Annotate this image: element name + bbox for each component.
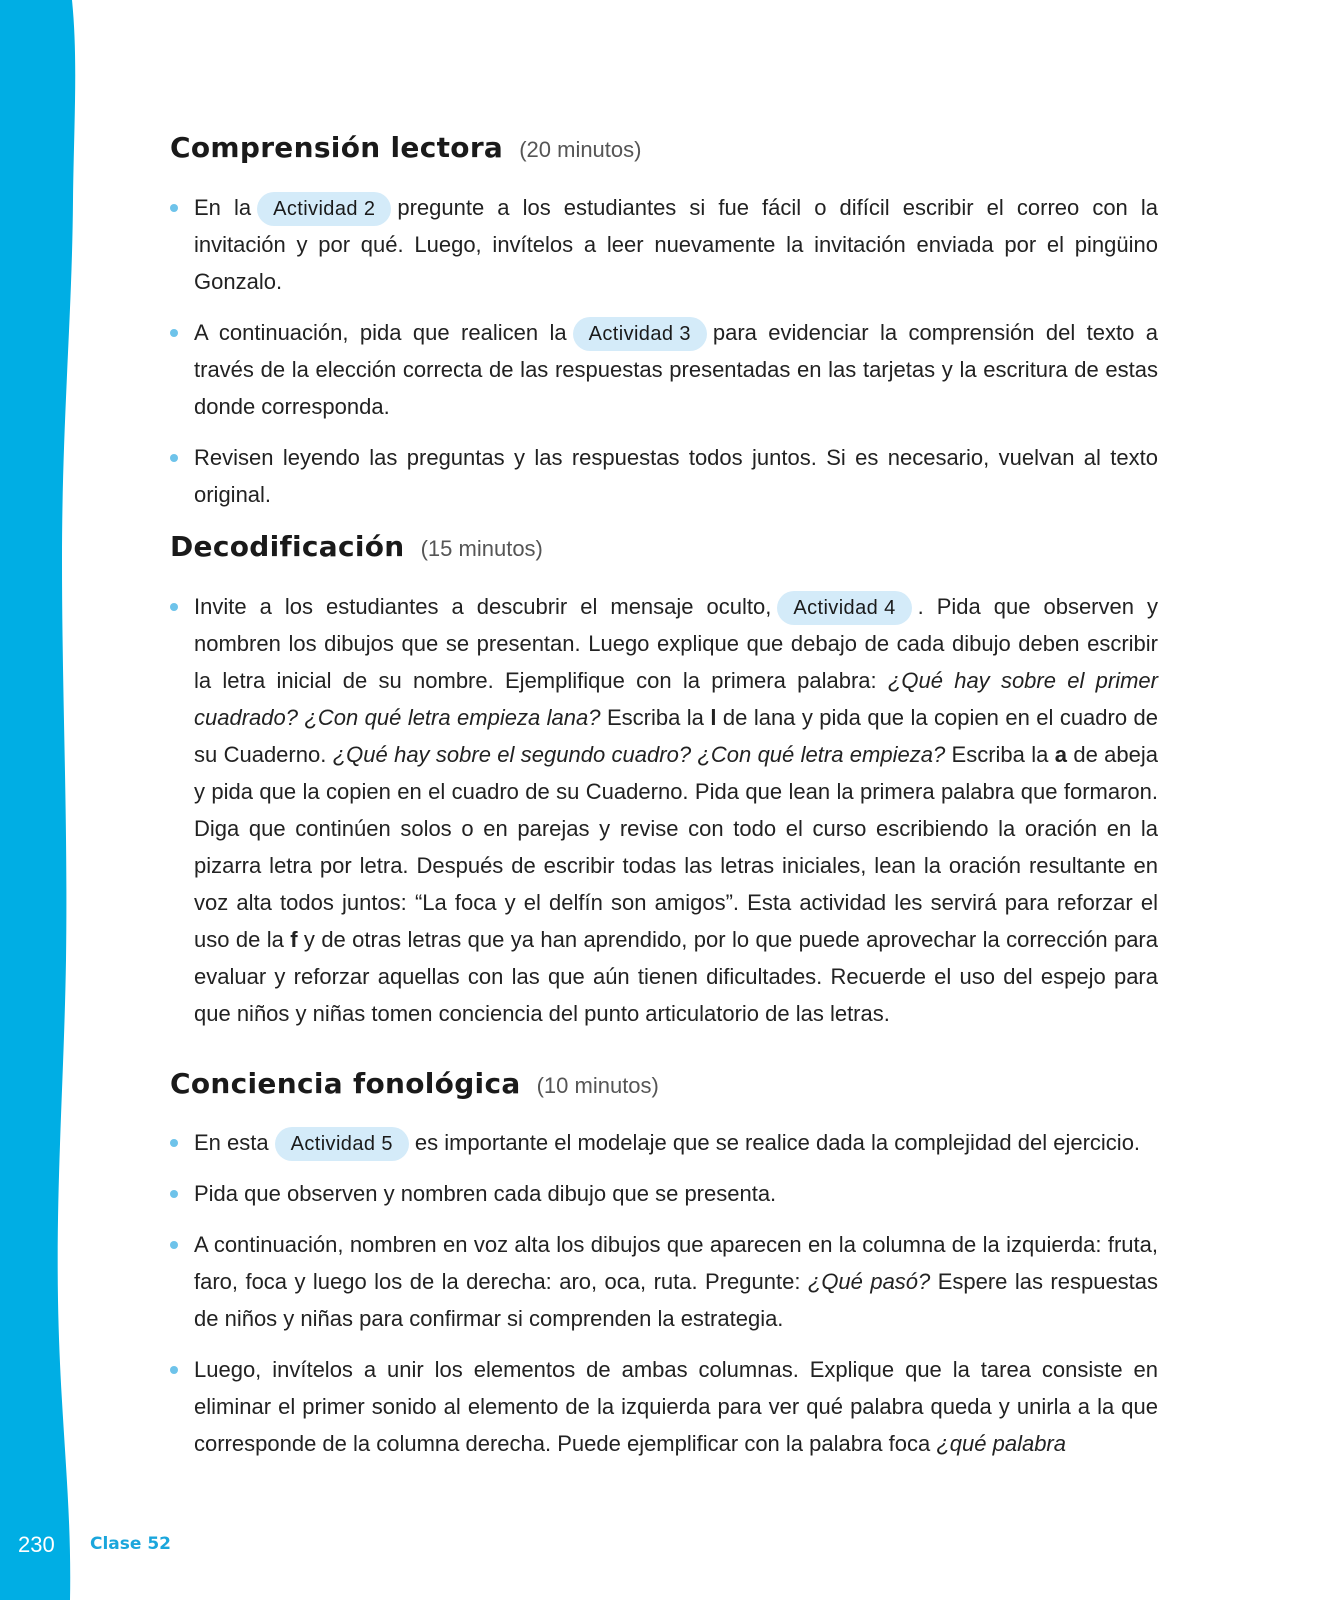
actividad-4-tag: Actividad 4 <box>777 591 911 625</box>
item-bold-letter: l <box>710 705 717 730</box>
item-text: Espere las respuestas de niños y niñas para confirmar si comprenden la estrategia. <box>194 1269 1159 1331</box>
section-title-text: Comprensión lectora <box>170 131 504 164</box>
list-item <box>170 189 1158 300</box>
list-item <box>170 439 1158 513</box>
section-title-text: Conciencia fonológica <box>170 1067 521 1100</box>
bullet-dot <box>170 1366 178 1374</box>
bullet-dot <box>170 1190 178 1198</box>
list-item <box>170 1226 1158 1337</box>
list-item <box>170 1124 1158 1161</box>
bullet-dot <box>170 329 178 337</box>
section-title-conciencia <box>170 1067 659 1100</box>
item-text: Revisen leyendo las preguntas y las respuestas todos juntos. Si es necesario, vuelvan al texto original. <box>194 445 1158 507</box>
item-italic: ¿Qué pasó? <box>807 1269 931 1294</box>
bullet-list-decodificacion <box>170 588 1158 1046</box>
list-item <box>170 1175 1158 1212</box>
side-band <box>0 0 80 1600</box>
item-italic: ¿Qué hay sobre el primer cuadrado? ¿Con qué letra empieza lana? <box>194 668 1158 730</box>
item-text: de abeja y pida que la copien en el cuadro de su Cuaderno. Pida que lean la primera palabra que formaron. Diga que continúen solos o en parejas y revise con todo el curso escribiendo la oración en la pizarra letra por letra. Después de escribir todas las letras iniciales, lean la oración resultante en voz alta todos juntos: “La foca y el delfín son amigos”. Esta actividad les servirá para reforzar el uso de la <box>194 742 1159 952</box>
item-text: Escriba la <box>600 705 711 730</box>
item-text: A continuación, nombren en voz alta los dibujos que aparecen en la columna de la izquierda: fruta, faro, foca y luego los de la derecha: aro, oca, ruta. Pregunte: <box>194 1232 1158 1294</box>
page-number: 230 <box>18 1532 55 1557</box>
item-text: de lana y pida que la copien en el cuadro de su Cuaderno. <box>194 705 1159 767</box>
section-duration: (10 minutos) <box>536 1073 659 1098</box>
side-band-wave <box>0 0 80 1600</box>
item-text: En esta <box>194 1130 269 1155</box>
section-duration: (20 minutos) <box>519 137 642 162</box>
section-title-decodificacion <box>170 530 543 563</box>
item-text: pregunte a los estudiantes si fue fácil o difícil escribir el correo con la invitación y por qué. Luego, invítelos a leer nuevamente la invitación enviada por el pingüino Gonzalo. <box>194 195 1158 294</box>
item-text: Luego, invítelos a unir los elementos de ambas columnas. Explique que la tarea consiste en eliminar el primer sonido al elemento de la izquierda para ver qué palabra queda y unirla a la que corresponde de la columna derecha. Puede ejemplificar con la palabra foca <box>194 1357 1158 1456</box>
item-text: A continuación, pida que realicen la <box>194 320 567 345</box>
section-title-text: Decodificación <box>170 530 405 563</box>
list-item <box>170 314 1158 425</box>
bullet-dot <box>170 204 178 212</box>
bullet-dot <box>170 603 178 611</box>
item-text: . Pida que observen y nombren los dibujos que se presentan. Luego explique que debajo de cada dibujo deben escribir la letra inicial de su nombre. Ejemplifique con la primera palabra: <box>194 594 1158 693</box>
item-text: y de otras letras que ya han aprendido, por lo que puede aprovechar la corrección para evaluar y reforzar aquellas con las que aún tienen dificultades. Recuerde el uso del espejo para que niños y niñas tomen conciencia del punto articulatorio de las letras. <box>194 927 1158 1026</box>
item-text: Invite a los estudiantes a descubrir el mensaje oculto, <box>194 594 772 619</box>
bullet-dot <box>170 1241 178 1249</box>
actividad-3-tag: Actividad 3 <box>573 317 707 351</box>
bullet-list-comprension <box>170 189 1158 527</box>
bullet-list-conciencia <box>170 1124 1158 1476</box>
item-italic: ¿qué palabra <box>936 1431 1066 1456</box>
list-item <box>170 1351 1158 1462</box>
actividad-5-tag: Actividad 5 <box>275 1127 409 1161</box>
item-bold-letter: f <box>290 927 298 952</box>
bullet-dot <box>170 1139 178 1147</box>
list-item <box>170 588 1158 1032</box>
item-bold-letter: a <box>1054 742 1067 767</box>
item-italic: ¿Qué hay sobre el segundo cuadro? ¿Con qué letra empieza? <box>332 742 946 767</box>
section-title-comprension <box>170 131 641 164</box>
item-text: para evidenciar la comprensión del texto a través de la elección correcta de las respuestas presentadas en las tarjetas y la escritura de estas donde corresponda. <box>194 320 1158 419</box>
item-text: es importante el modelaje que se realice dada la complejidad del ejercicio. <box>414 1130 1141 1155</box>
clase-label: Clase 52 <box>90 1534 171 1554</box>
item-text: Pida que observen y nombren cada dibujo que se presenta. <box>194 1181 777 1206</box>
bullet-dot <box>170 454 178 462</box>
actividad-2-tag: Actividad 2 <box>257 192 391 226</box>
item-text: En la <box>194 195 252 220</box>
item-text: Escriba la <box>945 742 1055 767</box>
section-duration: (15 minutos) <box>420 536 543 561</box>
